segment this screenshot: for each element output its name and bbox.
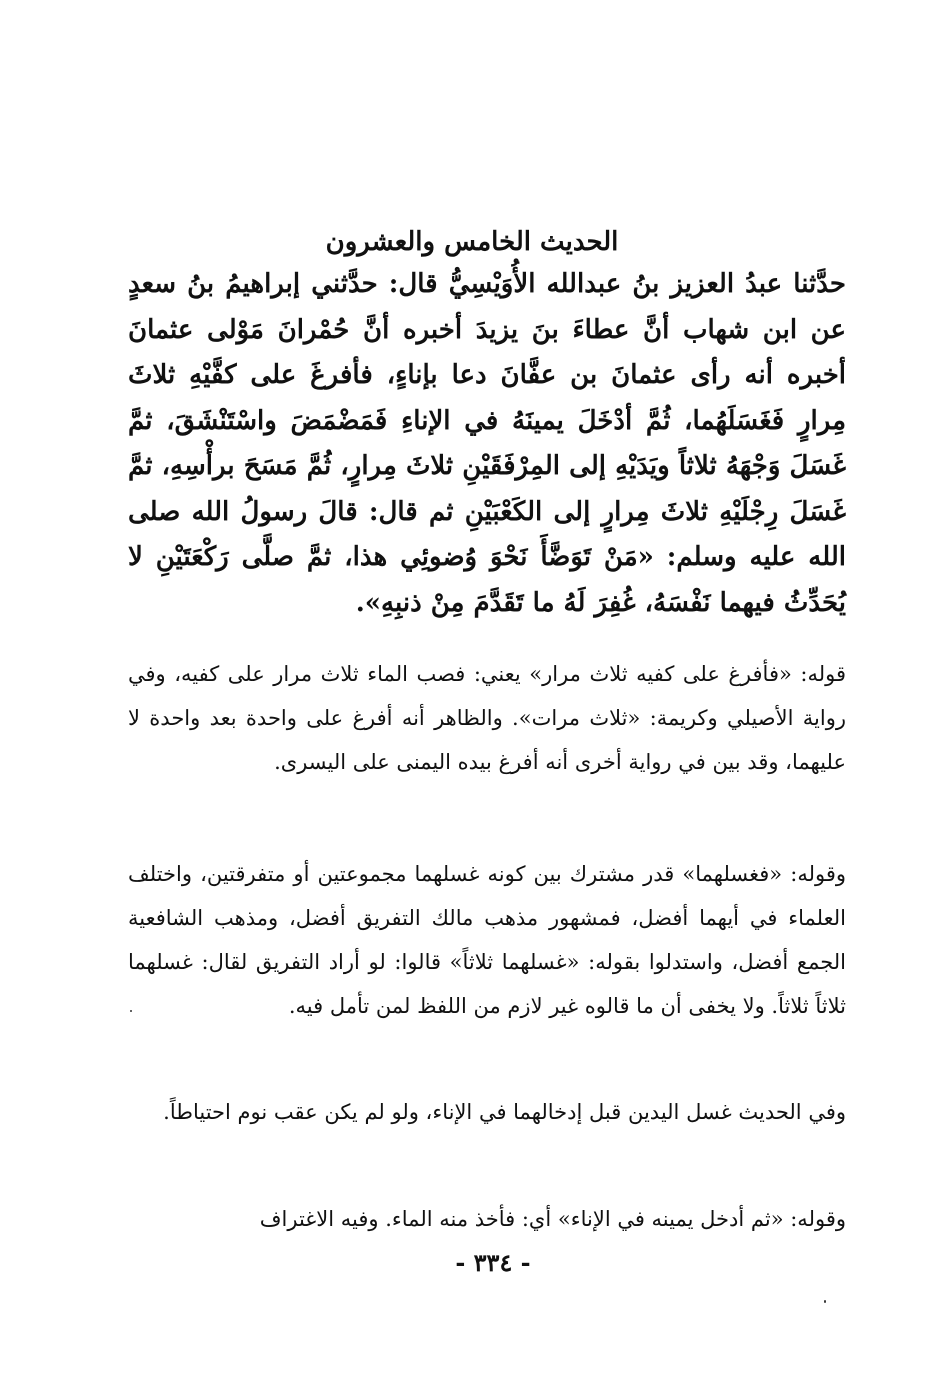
scan-speck (130, 1010, 132, 1012)
page-number: - ٣٣٤ - (455, 1248, 531, 1277)
commentary-paragraph-4: وقوله: «ثم أدخل يمينه في الإناء» أي: فأخذ منه الماء. وفيه الاغتراف (259, 1207, 846, 1231)
commentary-paragraph-2: وقوله: «فغسلهما» قدر مشترك بين كونه غسلهما مجموعتين أو متفرقتين، واختلف العلماء في أيهما أفضل، فمشهور مذهب مالك التفريق أفضل، ومذهب الشافعية الجمع أفضل، واستدلوا بقوله: «غسلهما ثلاثاً» قالوا: لو أراد التفريق لقال: غسلهما ثلاثاً ثلاثاً. ولا يخفى أن ما قالوه غير لازم من اللفظ لمن تأمل فيه. (128, 862, 846, 1018)
page-content (128, 222, 846, 1231)
scan-speck (824, 1300, 826, 1303)
hadith-text: حدَّثنا عبدُ العزيز بنُ عبدالله الأُوَيْسِيُّ قال: حدَّثني إبراهيمُ بنُ سعدٍ عن ابن شهاب أنَّ عطاءَ بنَ يزيدَ أخبره أنَّ حُمْرانَ مَوْلى عثمانَ أخبره أنه رأى عثمانَ بن عفَّانَ دعا بإناءٍ، فأفرغَ على كفَّيْهِ ثلاثَ مِرارٍ فَغَسَلَهُما، ثُمَّ أدْخَلَ يمينَهُ في الإناءِ فَمَضْمَضَ واسْتَنْشَقَ، ثمَّ غَسَلَ وَجْهَهُ ثلاثاً ويَدَيْهِ إلى المِرْفَقَيْنِ ثلاثَ مِرارٍ، ثُمَّ مَسَحَ برأْسِهِ، ثمَّ غَسَلَ رِجْلَيْهِ ثلاثَ مِرارٍ إلى الكَعْبَيْنِ ثم قال: قالَ رسولُ الله صلى الله عليه وسلم: «مَنْ تَوَضَّأَ نَحْوَ وُضوئِي هذا، ثمَّ صلَّى رَكْعَتَيْنِ لا يُحَدِّثُ فيهما نَفْسَهُ، غُفِرَ لَهُ ما تَقَدَّمَ مِنْ ذنبِهِ». (128, 269, 846, 618)
commentary-paragraph-1: قوله: «فأفرغ على كفيه ثلاث مرار» يعني: فصب الماء ثلاث مرار على كفيه، وفي رواية الأصيلي وكريمة: «ثلاث مرات». والظاهر أنه أفرغ على واحدة بعد واحدة لا عليهما، وقد بين في رواية أخرى أنه أفرغ بيده اليمنى على اليسرى. (128, 662, 846, 774)
commentary-paragraph-3: وفي الحديث غسل اليدين قبل إدخالهما في الإناء، ولو لم يكن عقب نوم احتياطاً. (163, 1100, 846, 1124)
hadith-title: الحديث الخامس والعشرون (325, 227, 619, 257)
